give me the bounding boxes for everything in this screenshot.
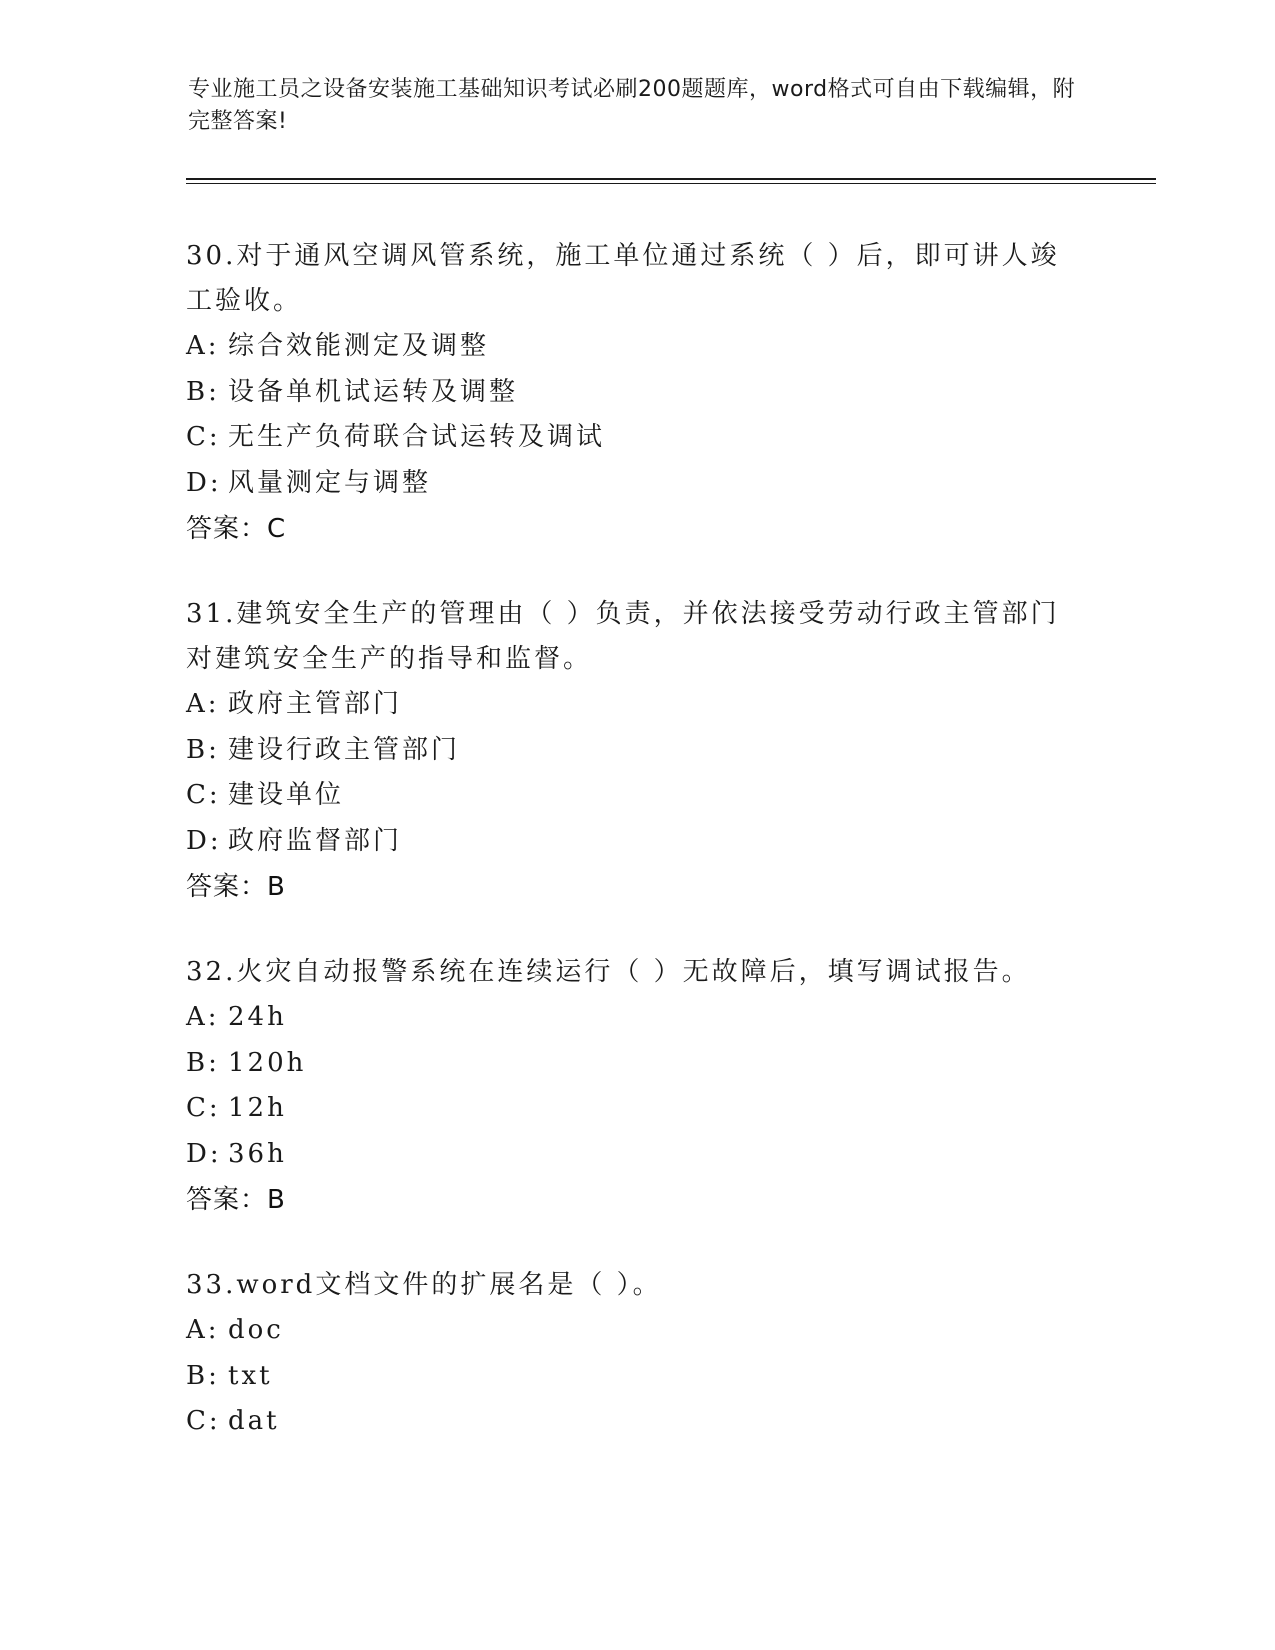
option-letter: C:: [186, 1406, 221, 1436]
option-text: 36h: [228, 1138, 287, 1169]
answer-option: [186, 1308, 1086, 1354]
answer-option: [186, 682, 1086, 728]
answer-option: [186, 1132, 1086, 1178]
answer-label: 答案：: [186, 872, 268, 902]
question-stem: 33.word文档文件的扩展名是（ ）。: [186, 1270, 662, 1300]
option-letter: C:: [186, 422, 221, 452]
answer-value: C: [267, 514, 287, 544]
option-letter: A:: [186, 1315, 220, 1345]
option-letter: B:: [186, 376, 220, 407]
answer-option: [186, 370, 1086, 416]
answer-line: [186, 506, 1086, 552]
option-text: 建设行政主管部门: [228, 734, 461, 765]
option-text: 无生产负荷联合试运转及调试: [228, 422, 606, 452]
answer-option: [186, 1086, 1086, 1132]
answer-label: 答案：: [186, 514, 268, 544]
answer-option: [186, 995, 1086, 1041]
option-letter: D:: [186, 825, 222, 856]
answer-option: [186, 819, 1086, 865]
question-list: [186, 234, 1086, 1485]
question-stem: 30.对于通风空调风管系统，施工单位通过系统（ ）后，即可讲人竣工验收。: [186, 241, 1060, 316]
option-text: 设备单机试运转及调整: [228, 376, 519, 407]
option-text: 政府主管部门: [228, 689, 403, 719]
option-text: 综合效能测定及调整: [228, 331, 490, 361]
option-letter: B:: [186, 1360, 220, 1391]
answer-option: [186, 1399, 1086, 1445]
answer-option: [186, 1041, 1086, 1087]
option-letter: D:: [186, 467, 222, 498]
option-text: 12h: [228, 1093, 287, 1123]
option-text: 24h: [228, 1002, 287, 1032]
answer-option: [186, 1354, 1086, 1400]
option-text: 政府监督部门: [228, 825, 403, 856]
option-letter: A:: [186, 1002, 220, 1032]
option-letter: C:: [186, 1093, 221, 1123]
document-header: [188, 74, 1088, 138]
answer-option: [186, 324, 1086, 370]
option-letter: C:: [186, 780, 221, 810]
option-letter: B:: [186, 1047, 220, 1078]
answer-option: [186, 773, 1086, 819]
question-stem: 32.火灾自动报警系统在连续运行（ ）无故障后，填写调试报告。: [186, 957, 1031, 987]
answer-option: [186, 728, 1086, 774]
answer-value: B: [267, 872, 286, 902]
option-letter: A:: [186, 689, 220, 719]
answer-option: [186, 415, 1086, 461]
question-item: [186, 592, 1086, 910]
option-text: 建设单位: [228, 780, 345, 810]
option-text: doc: [228, 1315, 284, 1345]
option-text: 120h: [228, 1047, 307, 1078]
option-text: txt: [228, 1360, 273, 1391]
header-title: 专业施工员之设备安装施工基础知识考试必刷200题题库，word格式可自由下载编辑，附完整答案!: [188, 77, 1076, 134]
answer-line: [186, 864, 1086, 910]
header-rule-thin: [186, 183, 1156, 184]
question-item: [186, 234, 1086, 552]
option-letter: A:: [186, 331, 220, 361]
option-letter: D:: [186, 1138, 222, 1169]
answer-line: [186, 1177, 1086, 1223]
answer-option: [186, 461, 1086, 507]
option-letter: B:: [186, 734, 220, 765]
option-text: dat: [228, 1406, 280, 1436]
answer-label: 答案：: [186, 1185, 268, 1215]
answer-value: B: [267, 1185, 286, 1215]
question-item: [186, 1263, 1086, 1445]
question-item: [186, 950, 1086, 1223]
header-rule-thick: [186, 178, 1156, 180]
question-stem: 31.建筑安全生产的管理由（ ）负责，并依法接受劳动行政主管部门对建筑安全生产的指导和监督。: [186, 599, 1060, 674]
option-text: 风量测定与调整: [228, 467, 432, 498]
